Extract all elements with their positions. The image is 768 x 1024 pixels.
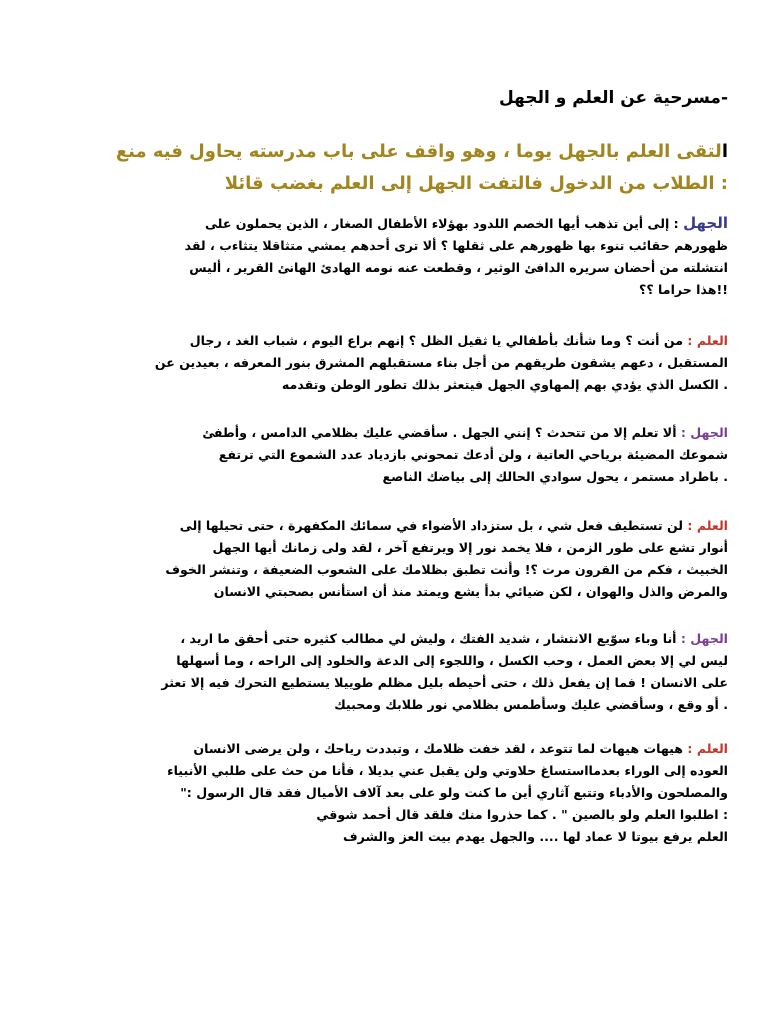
page-title: -مسرحية عن العلم و الجهل [498, 88, 728, 108]
dialogue-line: . أو وقع ، وسأقضي عليك وسأطمس بظلامي نور طلابك ومحبيك [334, 697, 728, 712]
intro-paragraph [98, 136, 728, 200]
dialogue-text: ألا تعلم إلا من تتحدث ؟ إنني الجهل . سأقضي عليك بظلامي الدامس ، وأطفئ [202, 425, 681, 440]
speaker-label: الجهل [683, 214, 728, 232]
dialogue-line: . الكسل الذي يؤدي بهم إلمهاوي الجهل فيتعثر بذلك تطور الوطن وتقدمه [281, 377, 728, 392]
dialogue-line [88, 738, 728, 760]
dialogue-line: العوده إلى الوراء بعدمااستساغ حلاوتي ولن يقبل عني بديلا ، فأنا من حث على طلبي الأنبياء [167, 763, 728, 778]
speaker-label: العلم : [687, 741, 728, 756]
dialogue-block-1 [98, 212, 728, 301]
speaker-label: الجهل : [680, 631, 728, 646]
intro-line-2: : الطلاب من الدخول فالتفت الجهل إلى العلم بغضب قائلا [224, 173, 728, 194]
dialogue-line: ليس لي إلا بعض العمل ، وحب الكسل ، واللجوء إلى الدعة والخلود إلى الراحه ، وما أسهلها [176, 653, 728, 668]
dialogue-line: والمصلحون والأدباء وتتبع آثاري أين ما كنت ولو على بعد آلاف الأميال فقد قال الرسول :" [180, 785, 728, 800]
dialogue-line [98, 628, 728, 650]
dialogue-text: هيهات هيهات لما تتوعد ، لقد خفت ظلامك ، وتبددت رياحك ، ولن يرضى الانسان [193, 741, 688, 756]
dialogue-line: المستقبل ، دعهم يشقون طريقهم من أجل بناء مستقبلهم المشرق بنور المعرفه ، بعيدين عن [154, 355, 728, 370]
dialogue-line: : اطلبوا العلم ولو بالصين " . كما حذروا منك فلقد قال أحمد شوقي [316, 807, 728, 822]
dialogue-block-4 [98, 515, 728, 603]
dialogue-line: الخبيث ، فكم من القرون مرت ؟! وأنت تطبق بظلامك على الشعوب الضعيفة ، وتنشر الخوف [165, 562, 728, 577]
document-page [115, 0, 728, 1024]
dialogue-block-2 [98, 330, 728, 396]
dialogue-line: انتشلته من أحضان سريره الدافئ الوثير ، وقطعت عنه نومه الهادئ الهانئ القرير ، أليس [189, 260, 728, 275]
dialogue-block-5 [98, 628, 728, 716]
intro-line-1 [98, 136, 728, 168]
dialogue-line [98, 515, 728, 537]
poem-line: العلم يرفع بيوتا لا عماد لها .... والجهل يهدم بيت العز والشرف [343, 829, 728, 844]
dialogue-text: أنا وباء سوّيع الانتشار ، شديد الفتك ، وليش لي مطالب كثيره حتى أحقق ما اريد ، [180, 631, 681, 646]
speaker-label: العلم : [687, 518, 728, 533]
dialogue-line [98, 330, 728, 352]
dialogue-text: : إلى أين تذهب أيها الخصم اللدود بهؤلاء الأطفال الصغار ، الذين يحملون على [204, 216, 684, 231]
dialogue-block-6 [88, 738, 728, 848]
dialogue-line [98, 422, 728, 444]
dialogue-line: شموعك المضيئة برياحي العاتية ، ولن أدعك تمحوني بازدياد عدد الشموع التي ترتفع [218, 447, 728, 462]
dialogue-block-3 [98, 422, 728, 488]
dialogue-text: لن تستطيف فعل شي ، بل ستزداد الأضواء في سمائك المكفهرة ، حتى تحيلها إلى [179, 518, 688, 533]
intro-first-letter: ا [721, 141, 728, 162]
dialogue-line: أنوار تشع على طور الزمن ، فلا يخمد نور إلا ويرتفع آخر ، لقد ولى زمانك أيها الجهل [212, 540, 728, 555]
dialogue-line: والمرض والذل والهوان ، لكن ضيائي بدأ يشع ويمتد منذ أن استأنس بصحبتي الانسان [213, 584, 728, 599]
dialogue-line: !!هذا حراما ؟؟ [639, 282, 728, 297]
dialogue-line: على الانسان ! فما إن يفعل ذلك ، حتى أحيطه بليل مظلم طوييلا يستطيع التحرك فيه إلا تعثر [161, 675, 728, 690]
dialogue-line: . باطراد مستمر ، يحول سوادي الحالك إلى بياضك الناصع [382, 469, 728, 484]
dialogue-line: ظهورهم حقائب تنوء بها ظهورهم على ثقلها ؟ ألا ترى أحدهم يمشي متثاقلا يتثاءب ، لقد [184, 238, 728, 253]
dialogue-line [98, 212, 728, 235]
intro-line-1-text: لتقى العلم بالجهل يوما ، وهو واقف على باب مدرسته يحاول فيه منع [115, 141, 722, 162]
speaker-label: العلم : [687, 333, 728, 348]
dialogue-text: من أنت ؟ وما شأنك بأطفالي يا ثقيل الظل ؟ إنهم براع اليوم ، شباب الغد ، رجال [189, 333, 688, 348]
speaker-label: الجهل : [680, 425, 728, 440]
